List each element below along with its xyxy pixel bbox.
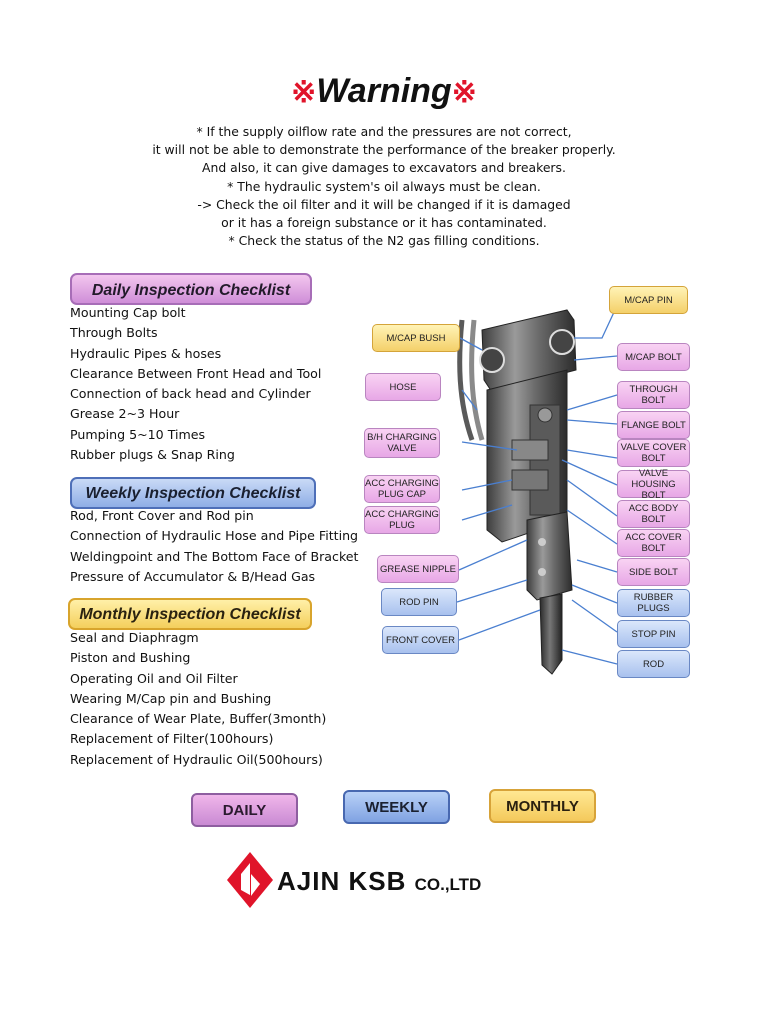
logo-wordmark [277, 866, 481, 897]
list-item: Wearing M/Cap pin and Bushing [70, 690, 272, 706]
rod-label: ROD [617, 650, 690, 678]
list-item: Hydraulic Pipes & hoses [70, 345, 222, 361]
daily-checklist-heading: Daily Inspection Checklist [70, 273, 312, 305]
warning-line: or it has a foreign substance or it has contaminated. [221, 215, 547, 231]
list-item: Pumping 5~10 Times [70, 426, 206, 442]
list-item: Piston and Bushing [70, 650, 191, 666]
company-logo [225, 850, 495, 912]
weekly-checklist-heading: Weekly Inspection Checklist [70, 477, 316, 509]
stop-pin-label: STOP PIN [617, 620, 690, 648]
list-item: Grease 2~3 Hour [70, 406, 180, 422]
mcap-pin-label: M/CAP PIN [609, 286, 688, 314]
mcap-bolt-label: M/CAP BOLT [617, 343, 690, 371]
acc-charging-plug-cap-label: ACC CHARGING PLUG CAP [364, 475, 440, 503]
list-item: Replacement of Filter(100hours) [70, 731, 274, 747]
hose-label: HOSE [365, 373, 441, 401]
daily-checklist [70, 303, 321, 465]
warning-line: And also, it can give damages to excavators and breakers. [202, 160, 566, 176]
acc-cover-bolt-label: ACC COVER BOLT [617, 529, 690, 557]
breaker-diagram [362, 280, 702, 690]
valve-housing-bolt-label: VALVE HOUSING BOLT [617, 470, 690, 498]
weekly-button[interactable]: WEEKLY [343, 790, 450, 824]
list-item: Replacement of Hydraulic Oil(500hours) [70, 751, 323, 767]
acc-body-bolt-label: ACC BODY BOLT [617, 500, 690, 528]
flange-bolt-label: FLANGE BOLT [617, 411, 690, 439]
logo-name: AJIN KSB [277, 866, 407, 896]
title-text: Warning [316, 72, 452, 110]
list-item: Connection of Hydraulic Hose and Pipe Fitting [70, 528, 359, 544]
ajin-logo-icon [225, 850, 275, 912]
front-cover-label: FRONT COVER [382, 626, 459, 654]
warning-notes [0, 123, 768, 250]
monthly-checklist-heading: Monthly Inspection Checklist [68, 598, 312, 630]
reference-mark-left: ※ [291, 76, 317, 109]
side-bolt-label: SIDE BOLT [617, 558, 690, 586]
rod-pin-label: ROD PIN [381, 588, 457, 616]
acc-charging-plug-label: ACC CHARGING PLUG [364, 506, 440, 534]
monthly-button[interactable]: MONTHLY [489, 789, 596, 823]
list-item: Clearance of Wear Plate, Buffer(3month) [70, 711, 327, 727]
monthly-checklist [70, 628, 326, 770]
warning-line: it will not be able to demonstrate the performance of the breaker properly. [152, 142, 616, 158]
warning-line: * The hydraulic system's oil always must be clean. [227, 178, 541, 194]
page-title [0, 72, 768, 111]
list-item: Pressure of Accumulator & B/Head Gas [70, 568, 316, 584]
list-item: Rod, Front Cover and Rod pin [70, 508, 254, 523]
list-item: Weldingpoint and The Bottom Face of Bracket [70, 548, 359, 564]
logo-suffix: CO.,LTD [414, 875, 482, 894]
grease-nipple-label: GREASE NIPPLE [377, 555, 459, 583]
list-item: Rubber plugs & Snap Ring [70, 447, 235, 463]
list-item: Clearance Between Front Head and Tool [70, 365, 322, 381]
list-item: Mounting Cap bolt [70, 305, 186, 320]
through-bolt-label: THROUGH BOLT [617, 381, 690, 409]
valve-cover-bolt-label: VALVE COVER BOLT [617, 439, 690, 467]
warning-line: -> Check the oil filter and it will be changed if it is damaged [197, 196, 571, 212]
list-item: Seal and Diaphragm [70, 630, 199, 645]
mcap-bush-label: M/CAP BUSH [372, 324, 460, 352]
bh-charging-valve-label: B/H CHARGING VALVE [364, 428, 440, 458]
warning-line: * If the supply oilflow rate and the pressures are not correct, [196, 124, 572, 139]
warning-line: * Check the status of the N2 gas filling conditions. [228, 233, 540, 249]
list-item: Connection of back head and Cylinder [70, 386, 311, 402]
list-item: Through Bolts [70, 325, 158, 341]
daily-button[interactable]: DAILY [191, 793, 298, 827]
rubber-plugs-label: RUBBER PLUGS [617, 589, 690, 617]
weekly-checklist [70, 506, 358, 587]
reference-mark-right: ※ [451, 76, 477, 109]
list-item: Operating Oil and Oil Filter [70, 670, 238, 686]
